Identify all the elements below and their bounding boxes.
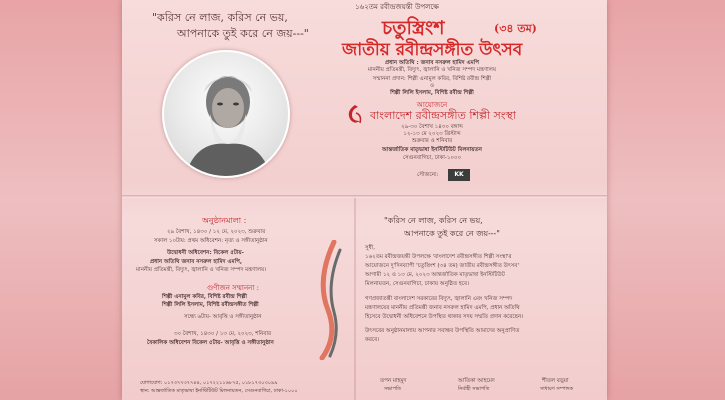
honor-line-1: সম্মাননা প্রদান: শিল্পী এনামুল কবির, বিশিষ্ট রবীন্দ্র শিল্পী bbox=[372, 76, 492, 82]
signatory-3-name: শীতল বড়ুয়া bbox=[542, 378, 569, 384]
invitation-body-5: গণপ্রজাতন্ত্রী বাংলাদেশ সরকারের বিদ্যুৎ, জ্বালানি এবং খনিজ সম্পদ bbox=[365, 296, 513, 302]
honoree-2: শিল্পী লিলি ইসলাম, বিশিষ্ট রবীন্দ্রসঙ্গীত শিল্পী bbox=[162, 302, 259, 308]
schedule-evening: সন্ধ্যে ৬টায়- আবৃত্তি ও সঙ্গীতানুষ্ঠান bbox=[184, 314, 262, 320]
venue-line-1: আন্তর্জাতিক মাতৃভাষা ইনস্টিটিউট মিলনায়তন bbox=[382, 147, 482, 153]
festival-title-line-2: জাতীয় রবীন্দ্রসঙ্গীত উৎসব bbox=[342, 40, 523, 60]
ribbon-decoration bbox=[314, 240, 344, 360]
background-blur-right bbox=[607, 0, 725, 400]
invitation-body-2: আয়োজনে দু'দিনব্যাপী 'চতুস্ত্রিংশ (৩৪ তম) জাতীয় রবীন্দ্রসঙ্গীত উৎসব' bbox=[365, 263, 519, 269]
honoree-1: শিল্পী এনামুল কবির, বিশিষ্ট রবীন্দ্র শিল্পী bbox=[162, 294, 247, 300]
schedule-guest: প্রধান অতিথি জনাব নসরুল হামিদ এমপি, bbox=[150, 259, 242, 265]
fold-line bbox=[122, 195, 607, 198]
quote-line-2: আপনাকে তুই করে নে জয়---" bbox=[177, 27, 309, 40]
schedule-day-1: ২৯ বৈশাখ, ১৪৩০ / ১২ মে, ২০২৩, শুক্রবার bbox=[167, 229, 266, 235]
tagore-portrait bbox=[162, 50, 290, 178]
honor-line-2: শিল্পী লিলি ইসলাম, বিশিষ্ট রবীন্দ্র শিল্পী bbox=[390, 90, 474, 96]
invitation-quote-2: আপনাকে তুই করে নে জয়---" bbox=[404, 229, 500, 238]
chief-guest-title: মাননীয় প্রতিমন্ত্রী, বিদ্যুৎ, জ্বালানি ও খনিজ সম্পদ মন্ত্রণালয় bbox=[367, 67, 497, 73]
invitation-body-3: আগামী ১২ ও ১৩ মে, ২০২৩ আন্তর্জাতিক মাতৃভাষা ইনস্টিটিউট bbox=[365, 272, 505, 278]
date-bangla: ২৯-৩০ বৈশাখ ১৪৩০ বঙ্গাব্দ bbox=[401, 124, 463, 130]
invitation-body-9: করবে। bbox=[365, 337, 380, 343]
courtesy-label: সৌজন্যে: bbox=[417, 172, 439, 178]
honor-heading: গুণীজন সম্মাননা : bbox=[207, 284, 259, 292]
schedule-morning: সকাল ১০টায়: প্রথম অধিবেশন: নৃত্য ও সঙ্গীতানুষ্ঠান bbox=[154, 238, 268, 244]
invitation-salutation: সুধী, bbox=[365, 245, 376, 251]
invitation-body-8: উৎসবের অনুষ্ঠানমালায় আপনার সবান্ধব উপস্থিতি আমাদের অনুপ্রাণিত bbox=[365, 328, 520, 334]
header-line: ১৬২তম রবীন্দ্রজয়ন্তী উপলক্ষে bbox=[355, 3, 439, 11]
invitation-body-4: মিলনায়তন, সেগুনবাগিচা, ঢাকায় অনুষ্ঠিত হবে। bbox=[365, 281, 470, 287]
background-blur-left bbox=[0, 0, 122, 400]
schedule-heading: অনুষ্ঠানমালা : bbox=[202, 216, 247, 225]
contact-venue: স্থান: আন্তর্জাতিক মাতৃভাষা ইনস্টিটিউট মিলনায়তন, সেগুনবাগিচা, ঢাকা-১০০০ bbox=[140, 388, 298, 394]
festival-edition: (৩৪ তম) bbox=[494, 22, 537, 35]
festival-title-line-1: চতুস্ত্রিংশ bbox=[382, 17, 445, 39]
quote-line-1: "করিস নে লাজ, করিস নে ভয়, bbox=[152, 11, 288, 24]
organizer-label: আয়োজনে bbox=[416, 101, 448, 109]
signatory-2-name: আতিকা আহমেদ bbox=[458, 378, 495, 384]
invitation-quote-1: "করিস নে লাজ, করিস নে ভয়, bbox=[384, 216, 483, 225]
fold-line-vertical bbox=[354, 198, 356, 400]
date-english: ১২-১৩ মে ২০২৩ খ্রিস্টাব্দ bbox=[403, 131, 461, 137]
invitation-body-7: হিসেবে উদ্বোধনী অধিবেশনে উপস্থিত থাকার সদয় সম্মতি প্রদান করেছেন। bbox=[365, 314, 524, 320]
schedule-guest-title: মাননীয় প্রতিমন্ত্রী, বিদ্যুৎ, জ্বালানি ও খনিজ সম্পদ মন্ত্রণালয়। bbox=[136, 267, 267, 273]
invitation-body-1: ১৬২তম রবীন্দ্রজয়ন্তী উপলক্ষে 'বাংলাদেশ রবীন্দ্রসঙ্গীত শিল্পী সংস্থা'র bbox=[365, 254, 512, 260]
honor-and: ও bbox=[429, 83, 435, 89]
venue-line-2: সেগুনবাগিচা, ঢাকা-১০০০ bbox=[402, 155, 462, 161]
schedule-closing: বৈকালিক অধিবেশন বিকেল ৫টায়- আবৃত্তি ও সঙ্গীতানুষ্ঠান bbox=[147, 340, 274, 346]
signatory-1-role: সভাপতি bbox=[384, 386, 402, 392]
event-days: শুক্রবার ও শনিবার bbox=[411, 138, 453, 144]
signatory-2-role: নির্বাহী সভাপতি bbox=[458, 386, 490, 392]
schedule-opening: উদ্বোধনী অধিবেশন: বিকেল ৫টায়- bbox=[167, 250, 244, 256]
signatory-3-role: সাধারণ সম্পাদক bbox=[540, 386, 574, 392]
organizer-name: বাংলাদেশ রবীন্দ্রসঙ্গীত শিল্পী সংস্থা bbox=[370, 109, 516, 122]
chief-guest-line: প্রধান অতিথি : জনাব নসরুল হামিদ এমপি bbox=[385, 60, 479, 66]
invitation-body-6: মন্ত্রণালয়ের মাননীয় প্রতিমন্ত্রী জনাব নসরুল হামিদ এমপি, প্রধান অতিথি bbox=[365, 305, 520, 311]
schedule-day-2: ৩০ বৈশাখ, ১৪৩০ / ১৩ মে, ২০২৩, শনিবার bbox=[174, 331, 272, 337]
contact-numbers: যোগাযোগ: ০১৭৩৭৭৩৭৭৪৪, ০১৭২২১১৬৮৭৫, ০১৮১৭৩০৩০৯৯ bbox=[140, 380, 278, 386]
sponsor-logo: KK bbox=[448, 169, 470, 181]
signatory-1-name: তপন মাহমুদ bbox=[380, 378, 407, 384]
invitation-card bbox=[122, 0, 607, 400]
